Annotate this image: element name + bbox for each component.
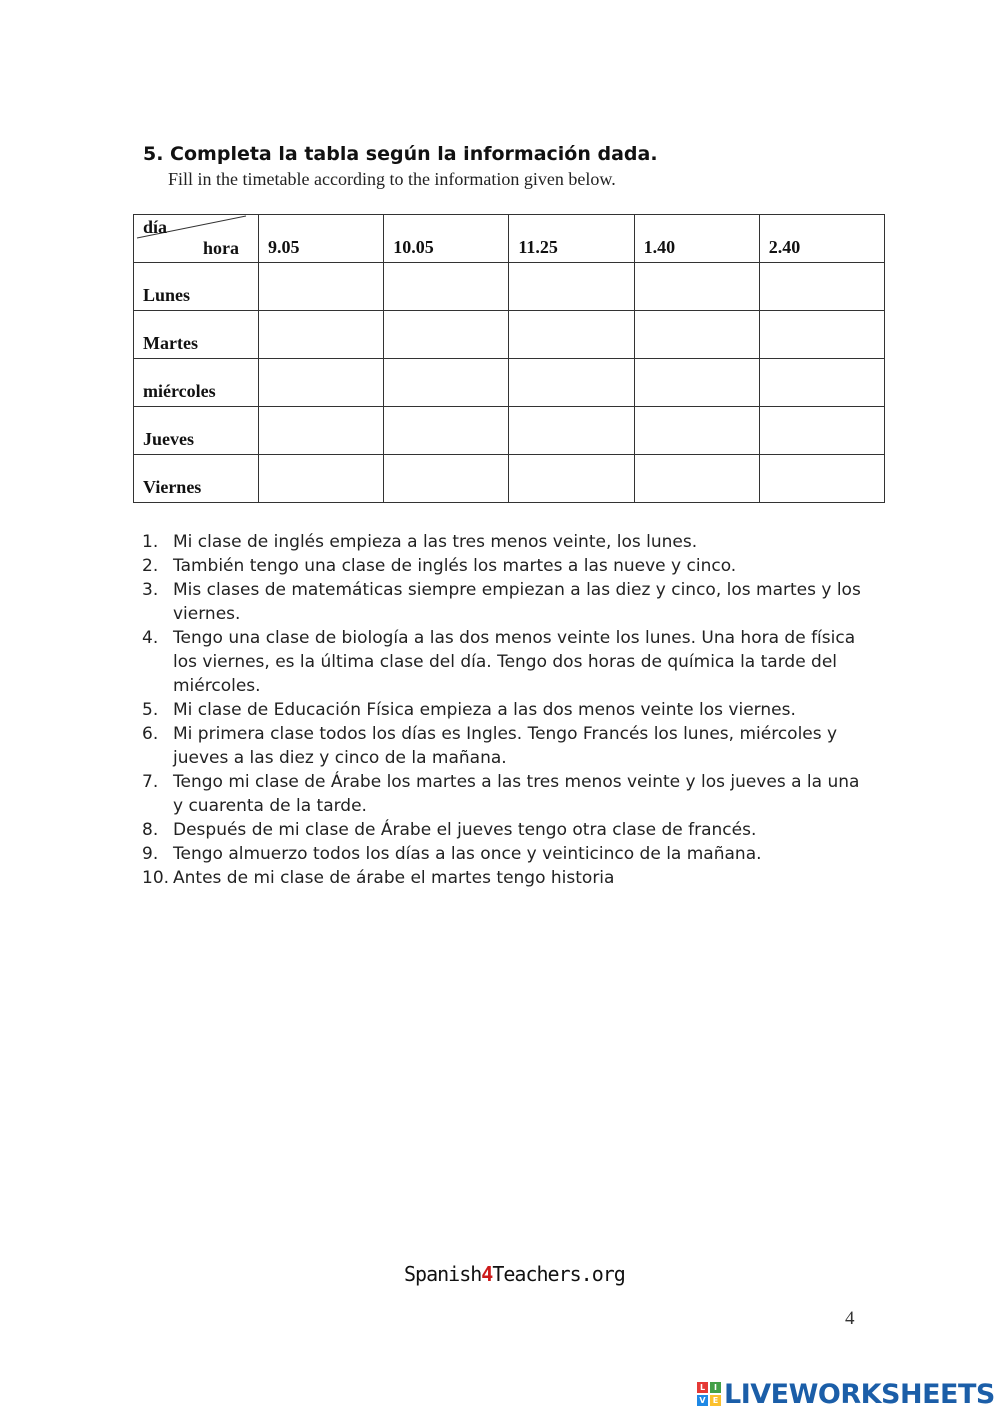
exercise-subheading: Fill in the timetable according to the information given below. (168, 169, 616, 189)
timetable-cell[interactable] (509, 263, 634, 311)
timetable-cell[interactable] (759, 263, 884, 311)
timetable-cell[interactable] (634, 359, 759, 407)
brand-square: V (697, 1395, 708, 1406)
item-number: 8. (142, 820, 159, 840)
item-text: Mis clases de matemáticas siempre empiezan a las diez y cinco, los martes y los viernes. (173, 580, 861, 624)
timetable-row (134, 311, 885, 359)
liveworksheets-wordmark: LIVEWORKSHEETS (724, 1378, 995, 1410)
brand-square: E (710, 1395, 721, 1406)
corner-label-day: día (143, 217, 168, 237)
timetable-cell[interactable] (634, 455, 759, 503)
logo-text-four: 4 (481, 1262, 493, 1286)
timetable-cell[interactable] (384, 311, 509, 359)
list-item (142, 554, 862, 578)
day-label: Jueves (134, 407, 259, 455)
day-label: miércoles (134, 359, 259, 407)
timetable-row (134, 263, 885, 311)
brand-square: I (710, 1382, 721, 1393)
exercise-heading: 5. Completa la tabla según la información dada. (143, 143, 658, 165)
time-header: 2.40 (759, 215, 884, 263)
timetable-cell[interactable] (509, 455, 634, 503)
list-item (142, 866, 862, 890)
item-text: Mi clase de Educación Física empieza a las dos menos veinte los viernes. (173, 700, 796, 720)
timetable-cell[interactable] (259, 455, 384, 503)
page-number: 4 (845, 1308, 855, 1329)
item-number: 1. (142, 532, 159, 552)
timetable-cell[interactable] (634, 407, 759, 455)
timetable-cell[interactable] (259, 359, 384, 407)
item-text: También tengo una clase de inglés los martes a las nueve y cinco. (173, 556, 737, 576)
liveworksheets-brand (697, 1378, 995, 1410)
day-label: Viernes (134, 455, 259, 503)
list-item (142, 626, 862, 698)
timetable-cell[interactable] (259, 263, 384, 311)
item-number: 10. (142, 868, 170, 888)
item-text: Antes de mi clase de árabe el martes tengo historia (173, 868, 615, 888)
list-item (142, 578, 862, 626)
timetable-cell[interactable] (509, 407, 634, 455)
item-number: 4. (142, 628, 159, 648)
timetable-cell[interactable] (759, 455, 884, 503)
item-text: Mi clase de inglés empieza a las tres menos veinte, los lunes. (173, 532, 698, 552)
timetable-cell[interactable] (759, 311, 884, 359)
timetable-cell[interactable] (509, 359, 634, 407)
timetable-row (134, 455, 885, 503)
item-number: 2. (142, 556, 159, 576)
item-text: Tengo mi clase de Árabe los martes a las tres menos veinte y los jueves a la una y cuarenta de la tarde. (173, 772, 860, 816)
list-item (142, 770, 862, 818)
instruction-list (142, 530, 862, 890)
corner-cell (134, 215, 259, 263)
logo-text-teachers: Teachers.org (492, 1262, 625, 1286)
timetable-cell[interactable] (759, 359, 884, 407)
spanish4teachers-logo (404, 1262, 625, 1286)
list-item (142, 722, 862, 770)
logo-text-spanish: Spanish (404, 1262, 482, 1286)
timetable-cell[interactable] (259, 311, 384, 359)
corner-label-time: hora (203, 238, 239, 258)
item-number: 9. (142, 844, 159, 864)
timetable-header-row (134, 215, 885, 263)
liveworksheets-icon (697, 1382, 721, 1406)
timetable-cell[interactable] (384, 263, 509, 311)
day-label: Martes (134, 311, 259, 359)
item-number: 6. (142, 724, 159, 744)
timetable-cell[interactable] (384, 407, 509, 455)
time-header: 10.05 (384, 215, 509, 263)
item-text: Mi primera clase todos los días es Ingles. Tengo Francés los lunes, miércoles y jueves a las diez y cinco de la mañana. (173, 724, 838, 768)
timetable-cell[interactable] (384, 359, 509, 407)
item-text: Tengo almuerzo todos los días a las once y veinticinco de la mañana. (173, 844, 762, 864)
item-text: Después de mi clase de Árabe el jueves tengo otra clase de francés. (173, 820, 757, 840)
day-label: Lunes (134, 263, 259, 311)
time-header: 11.25 (509, 215, 634, 263)
list-item (142, 698, 862, 722)
timetable-row (134, 407, 885, 455)
item-number: 5. (142, 700, 159, 720)
list-item (142, 530, 862, 554)
item-number: 3. (142, 580, 159, 600)
list-item (142, 818, 862, 842)
timetable-cell[interactable] (509, 311, 634, 359)
timetable (133, 214, 885, 503)
time-header: 1.40 (634, 215, 759, 263)
timetable-cell[interactable] (634, 311, 759, 359)
list-item (142, 842, 862, 866)
timetable-cell[interactable] (759, 407, 884, 455)
time-header: 9.05 (259, 215, 384, 263)
timetable-cell[interactable] (384, 455, 509, 503)
brand-square: L (697, 1382, 708, 1393)
timetable-cell[interactable] (634, 263, 759, 311)
timetable-row (134, 359, 885, 407)
timetable-cell[interactable] (259, 407, 384, 455)
item-number: 7. (142, 772, 159, 792)
item-text: Tengo una clase de biología a las dos menos veinte los lunes. Una hora de física los viernes, es la última clase del día. Tengo dos horas de química la tarde del miércoles. (173, 628, 856, 696)
